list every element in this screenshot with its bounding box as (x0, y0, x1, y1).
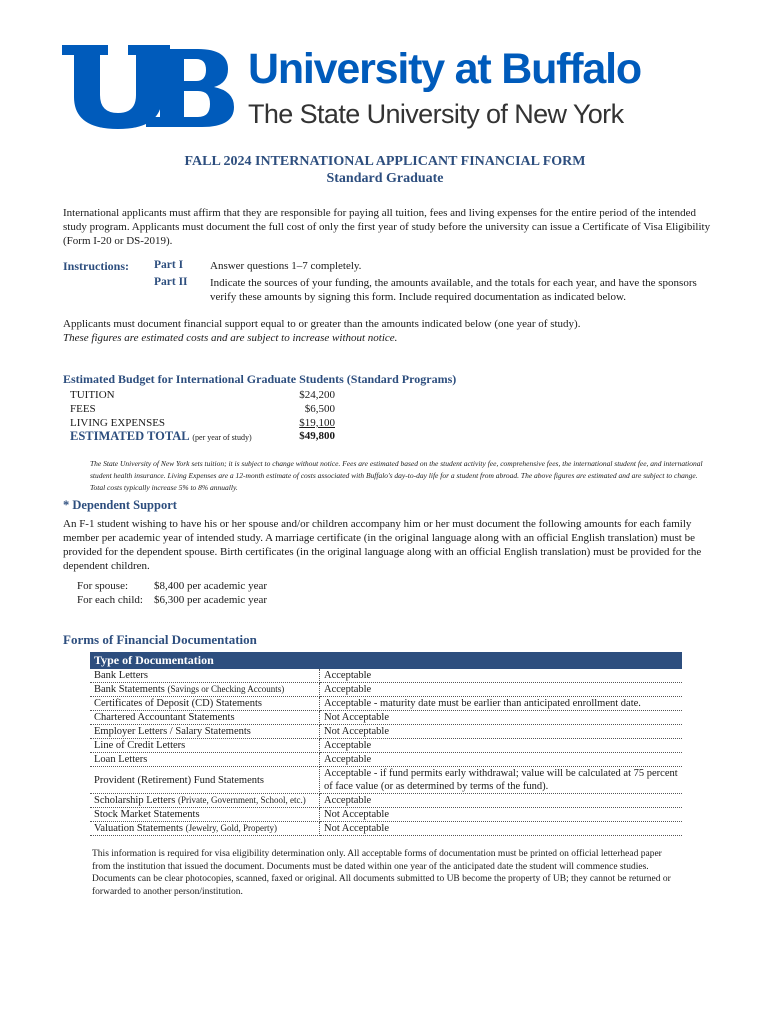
child-value: $6,300 per academic year (154, 594, 267, 606)
university-name: University at Buffalo (248, 45, 641, 93)
table-row (90, 739, 682, 753)
total-qualifier: (per year of study) (192, 433, 252, 442)
table-row (90, 725, 682, 739)
doc-status: Acceptable (320, 794, 683, 808)
table-row (90, 697, 682, 711)
doc-status: Acceptable - if fund permits early withdrawal; value will be calculated at 75 percent of face value (or as determined by terms of the fund). (320, 767, 683, 794)
part2-text: Indicate the sources of your funding, the amounts available, and the totals for each year, and have the sponsors verify these amounts by signing this form. Include required documentation as indicated below. (210, 277, 697, 303)
budget-row-fees (70, 403, 335, 417)
doc-status: Acceptable - maturity date must be earlier than anticipated enrollment date. (320, 697, 683, 711)
doc-status: Not Acceptable (320, 725, 683, 739)
university-subtitle: The State University of New York (248, 99, 624, 129)
budget-footnote: The State University of New York sets tuition; it is subject to change without notice. Fees are estimated based on the student activity fee, comprehensive fees, the international student fee, and international student health insurance. Living Expenses are a 12-month estimate of costs associated with Buffalo's day-to-day life for a student from abroad. The above figures are estimated and are subject to change. Total costs typically increase 5% to 8% annually. (90, 459, 703, 492)
budget-row-total (70, 430, 335, 446)
table-row (90, 753, 682, 767)
support-note-italic: These figures are estimated costs and are subject to increase without notice. (63, 332, 398, 344)
doc-type: Chartered Accountant Statements (94, 712, 235, 723)
doc-type: Valuation Statements (94, 823, 183, 834)
living-value: $19,100 (299, 417, 335, 429)
doc-type: Bank Statements (94, 684, 165, 695)
doc-status: Acceptable (320, 683, 683, 697)
budget-row-tuition (70, 389, 335, 403)
living-label: LIVING EXPENSES (70, 417, 166, 429)
table-header: Type of Documentation (90, 652, 682, 669)
doc-status: Acceptable (320, 669, 683, 683)
part1-label: Part I (154, 259, 184, 271)
part2-label: Part II (154, 276, 188, 288)
doc-type-note: (Private, Government, School, etc.) (177, 795, 306, 805)
doc-status: Not Acceptable (320, 711, 683, 725)
table-row (90, 822, 682, 836)
doc-type-note: (Jewelry, Gold, Property) (185, 823, 277, 833)
tuition-label: TUITION (70, 389, 115, 401)
total-label: ESTIMATED TOTAL (70, 429, 190, 443)
documentation-table (90, 652, 682, 836)
doc-status: Not Acceptable (320, 808, 683, 822)
doc-status: Acceptable (320, 753, 683, 767)
support-note: Applicants must document financial support equal to or greater than the amounts indicated below (one year of study). (63, 318, 581, 330)
doc-type: Scholarship Letters (94, 795, 176, 806)
table-row (90, 711, 682, 725)
spouse-label: For spouse: (77, 580, 129, 592)
part1-text: Answer questions 1–7 completely. (210, 260, 362, 272)
table-row (90, 669, 682, 683)
spouse-value: $8,400 per academic year (154, 580, 267, 592)
table-row (90, 794, 682, 808)
doc-status: Not Acceptable (320, 822, 683, 836)
ub-logo-mark (62, 45, 234, 129)
doc-type: Stock Market Statements (94, 809, 200, 820)
doc-status: Acceptable (320, 739, 683, 753)
child-label: For each child: (77, 594, 143, 606)
table-header-row (90, 652, 682, 669)
doc-type: Line of Credit Letters (94, 740, 186, 751)
doc-type: Loan Letters (94, 754, 148, 765)
tuition-value: $24,200 (299, 389, 335, 401)
doc-type: Employer Letters / Salary Statements (94, 726, 251, 737)
dependent-text: An F-1 student wishing to have his or her spouse and/or children accompany him or her must document the following amounts for each family member per academic year of intended study. A marriage certificate (in the original language along with an official English translation) must be provided for the dependent spouse. Birth certificates (in the original language along with an official English translation) must be provided for the dependent children. (63, 518, 702, 572)
form-title: FALL 2024 INTERNATIONAL APPLICANT FINANCIAL FORM (184, 154, 586, 169)
budget-heading: Estimated Budget for International Graduate Students (Standard Programs) (63, 372, 457, 386)
table-row (90, 808, 682, 822)
documentation-heading: Forms of Financial Documentation (63, 632, 257, 647)
total-value: $49,800 (299, 430, 335, 442)
documentation-footer: This information is required for visa eligibility determination only. All acceptable forms of documentation must be printed on official letterhead paper from the institution that issued the document. Documents must be dated within one year of the anticipated date the student will commence studies. Documents can be clear photocopies, scanned, faxed or original. All documents submitted to UB become the property of UB; they cannot be returned or forwarded to another person/institution. (92, 849, 671, 897)
doc-type: Certificates of Deposit (CD) Statements (94, 698, 262, 709)
doc-type: Bank Letters (94, 670, 148, 681)
intro-paragraph: International applicants must affirm that they are responsible for paying all tuition, fees and living expenses for the entire period of the intended study program. Applicants must document the full cost of only the first year of study before the university can issue a Certificate of Visa Eligibility (Form I-20 or DS-2019). (63, 207, 711, 247)
instructions-label: Instructions: (63, 259, 130, 273)
table-row (90, 767, 682, 794)
fees-value: $6,500 (304, 403, 335, 415)
doc-type: Provident (Retirement) Fund Statements (94, 774, 265, 786)
dependent-heading: * Dependent Support (63, 498, 177, 512)
table-row (90, 683, 682, 697)
doc-type-note: (Savings or Checking Accounts) (167, 684, 285, 694)
form-subtitle: Standard Graduate (326, 171, 444, 186)
fees-label: FEES (70, 403, 96, 415)
